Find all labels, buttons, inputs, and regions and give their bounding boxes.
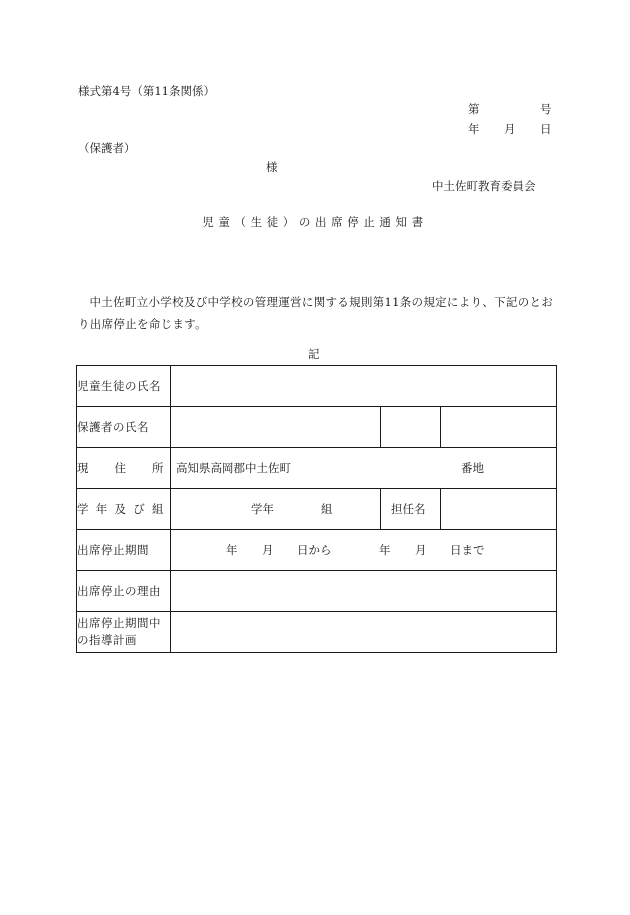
table-row-period (77, 530, 557, 571)
student-name-field[interactable] (171, 366, 557, 407)
ki-label: 記 (308, 347, 320, 361)
table-row-student-name (77, 366, 557, 407)
reason-label: 出席停止の理由 (77, 571, 171, 612)
body-text: 中土佐町立小学校及び中学校の管理運営に関する規則第11条の規定により、下記のとおり出席停止を命じます。 (78, 295, 554, 331)
form-number: 様式第4号（第11条関係） (78, 84, 215, 98)
table-row-reason (77, 571, 557, 612)
table-row-grade (77, 489, 557, 530)
honorific: 様 (266, 160, 278, 174)
period-to-month: 月 (415, 543, 427, 557)
plan-label: 出席停止期間中の指導計画 (77, 612, 171, 653)
date-month-label: 月 (504, 122, 516, 136)
guardian-extra-field-2[interactable] (441, 407, 557, 448)
issuer: 中土佐町教育委員会 (432, 179, 536, 193)
period-to-year: 年 (379, 543, 391, 557)
address-prefix: 高知県高岡郡中土佐町 (176, 461, 291, 475)
document-title: 児童（生徒）の出席停止通知書 (202, 215, 428, 229)
date-day-label: 日 (540, 122, 552, 136)
address-suffix: 番地 (461, 461, 484, 475)
doc-number-dai: 第 (468, 102, 480, 116)
reason-field[interactable] (171, 571, 557, 612)
doc-number-go: 号 (540, 102, 552, 116)
period-from-day: 日から (297, 543, 332, 557)
table-row-address (77, 448, 557, 489)
table-row-plan (77, 612, 557, 653)
date-year-label: 年 (468, 122, 480, 136)
class-unit: 組 (321, 502, 333, 516)
plan-field[interactable] (171, 612, 557, 653)
period-field[interactable] (171, 530, 557, 571)
period-to-day: 日まで (450, 543, 485, 557)
grade-label: 学 年 及 び 組 (77, 489, 171, 530)
student-name-label: 児童生徒の氏名 (77, 366, 171, 407)
address-field[interactable] (171, 448, 557, 489)
guardian-name-label: 保護者の氏名 (77, 407, 171, 448)
period-from-month: 月 (262, 543, 274, 557)
guardian-extra-field-1[interactable] (381, 407, 441, 448)
guardian-label: （保護者） (78, 141, 136, 155)
teacher-field[interactable] (441, 489, 557, 530)
guardian-name-field[interactable] (171, 407, 381, 448)
period-label: 出席停止期間 (77, 530, 171, 571)
grade-class-field[interactable] (171, 489, 381, 530)
notice-table (76, 365, 557, 653)
address-label: 現 住 所 (77, 448, 171, 489)
period-from-year: 年 (226, 543, 238, 557)
teacher-label: 担任名 (381, 489, 441, 530)
table-row-guardian-name (77, 407, 557, 448)
grade-unit: 学年 (251, 502, 274, 516)
